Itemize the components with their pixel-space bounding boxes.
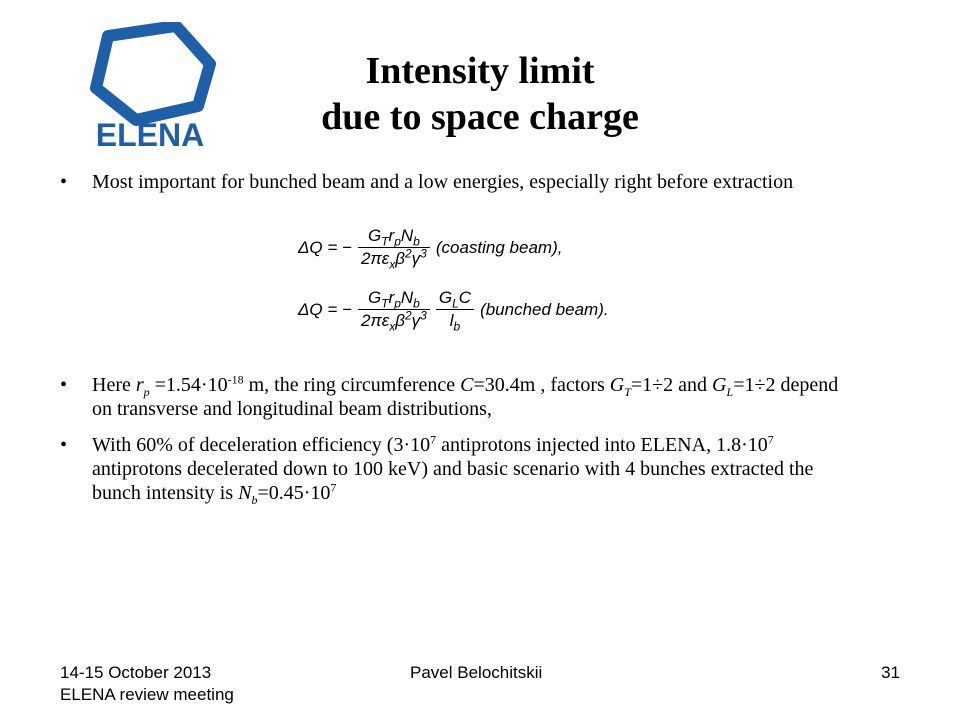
bullet-3-text: With 60% of deceleration efficiency ($3\cdot 10^7$ antiprotons injected into ELENA, $1.8\cdot 10^7$ antiprotons decelerated down to 100 keV) and basic scenario with 4 bunches extracted the bunch intensity is $N_b=0.45\cdot 10^7$ [92, 432, 814, 507]
elena-logo [80, 22, 220, 152]
bullet-dot: • [60, 171, 68, 193]
formula-coasting [298, 225, 562, 270]
page-number: 31 [881, 663, 900, 682]
footer-date: 14-15 October 2013 [60, 663, 212, 682]
slide-title-line1: Intensity limit [365, 50, 595, 92]
formula-numerator: $G_Tr_pN_b$ [367, 226, 420, 249]
formula-lhs: ΔQ = − [298, 299, 352, 319]
formula-denominator: $2\pi\varepsilon_x\beta^2\gamma^3$ [360, 246, 427, 272]
formula-fraction-2 [358, 287, 430, 332]
bullet-dot: • [60, 374, 68, 396]
formula-numerator: $G_Tr_pN_b$ [367, 288, 420, 311]
slide-title-line2: due to space charge [321, 96, 639, 138]
formula-numerator-2: $G_LC$ [438, 288, 472, 311]
footer-event: ELENA review meeting [60, 685, 234, 704]
logo-text: ELENA [95, 117, 205, 152]
formula-denominator: $2\pi\varepsilon_x\beta^2\gamma^3$ [360, 308, 427, 334]
formula-bunched [298, 287, 609, 332]
formula-denominator-2: $l_b$ [449, 311, 461, 334]
formula-fraction-3 [436, 287, 474, 332]
bullet-dot: • [60, 434, 68, 456]
formula-bunched-label: (bunched beam). [480, 299, 609, 319]
bullet-2-text: Here $r_p =1.54\cdot 10^{-18}$ m, the ring circumference C=30.4m , factors $G_T=1\div 2$ and $G_L=1\div 2$ depend on transverse and longitudinal beam distributions, [92, 372, 839, 420]
formula-fraction-1 [358, 225, 430, 270]
formula-lhs: ΔQ = − [298, 237, 352, 257]
bullet-1-text: Most important for bunched beam and a low energies, especially right before extraction [92, 171, 794, 193]
formula-coasting-label: (coasting beam), [435, 237, 563, 257]
footer-author: Pavel Belochitskii [410, 663, 543, 682]
